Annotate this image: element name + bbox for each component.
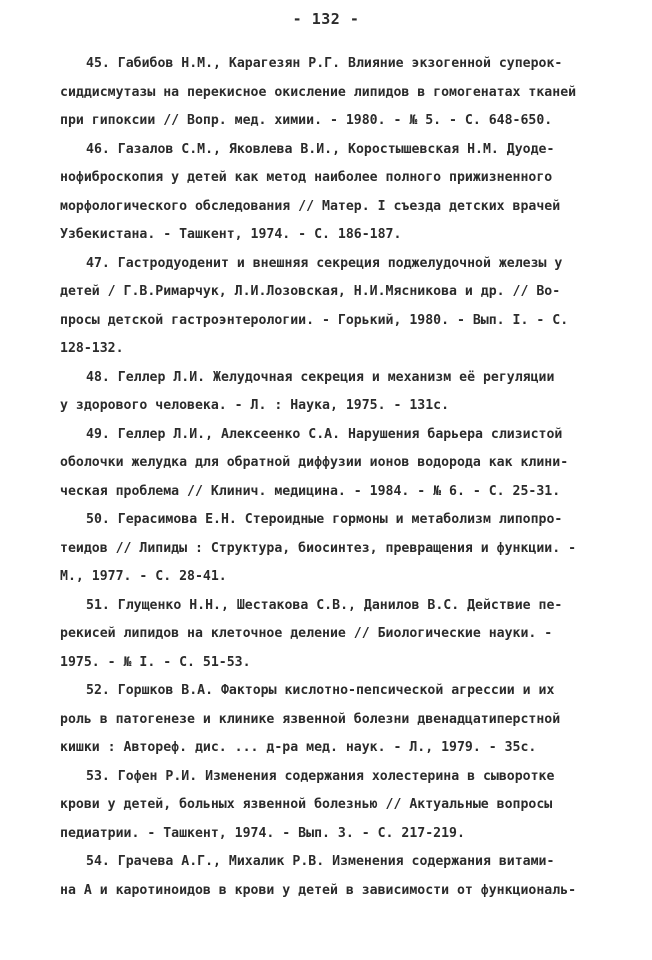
reference-line: М., 1977. - С. 28-41. — [60, 569, 227, 584]
reference-line: просы детской гастроэнтерологии. - Горький, 1980. - Вып. I. - С. — [60, 312, 569, 328]
reference-line: морфологического обследования // Матер. I съезда детских врачей — [60, 198, 561, 214]
reference-entry — [60, 421, 620, 507]
reference-line: 51. Глущенко Н.Н., Шестакова С.В., Данилов В.С. Действие пе- — [86, 597, 563, 613]
reference-line: при гипоксии // Вопр. мед. химии. - 1980. - № 5. - С. 648-650. — [60, 113, 553, 128]
reference-line: кишки : Автореф. дис. ... д-ра мед. наук. - Л., 1979. - 35с. — [60, 740, 537, 755]
reference-line: на А и каротиноидов в крови у детей в зависимости от функциональ- — [60, 882, 577, 898]
reference-line: 1975. - № I. - С. 51-53. — [60, 654, 251, 670]
reference-line: Узбекистана. - Ташкент, 1974. - С. 186-187. — [60, 227, 402, 242]
reference-line: 48. Геллер Л.И. Желудочная секреция и механизм её регуляции — [86, 369, 555, 385]
reference-entry — [60, 677, 620, 763]
reference-line: 45. Габибов Н.М., Карагезян Р.Г. Влияние экзогенной суперок- — [86, 56, 563, 71]
reference-entry — [60, 592, 620, 678]
reference-line: 50. Герасимова Е.Н. Стероидные гормоны и метаболизм липопро- — [86, 512, 563, 527]
reference-entry — [60, 50, 620, 136]
reference-line: 54. Грачева А.Г., Михалик Р.В. Изменения содержания витами- — [86, 854, 555, 869]
reference-line: 49. Геллер Л.И., Алексеенко С.А. Нарушения барьера слизистой — [86, 426, 563, 442]
reference-line: педиатрии. - Ташкент, 1974. - Вып. 3. - С. 217-219. — [60, 825, 465, 841]
reference-entry — [60, 364, 620, 421]
reference-line: 52. Горшков В.А. Факторы кислотно-пепсической агрессии и их — [86, 683, 555, 698]
reference-line: 53. Гофен Р.И. Изменения содержания холестерина в сыворотке — [86, 768, 555, 784]
reference-line: крови у детей, больных язвенной болезнью // Актуальные вопросы — [60, 797, 553, 812]
reference-entry — [60, 506, 620, 592]
reference-line: у здорового человека. - Л. : Наука, 1975. - 131с. — [60, 398, 450, 413]
reference-entry — [60, 250, 620, 364]
page-number: - 132 - — [292, 10, 360, 28]
reference-line: 128-132. — [60, 341, 124, 356]
reference-entry — [60, 763, 620, 849]
reference-line: оболочки желудка для обратной диффузии ионов водорода как клини- — [60, 455, 569, 470]
reference-entry — [60, 848, 620, 905]
reference-line: теидов // Липиды : Структура, биосинтез, превращения и функции. - — [60, 540, 577, 556]
reference-line: 46. Газалов С.М., Яковлева В.И., Коростышевская Н.М. Дуоде- — [86, 141, 555, 157]
reference-line: 47. Гастродуоденит и внешняя секреция поджелудочной железы у — [86, 255, 563, 271]
reference-line: ческая проблема // Клинич. медицина. - 1984. - № 6. - С. 25-31. — [60, 483, 561, 499]
reference-line: нофиброскопия у детей как метод наиболее полного прижизненного — [60, 170, 553, 185]
reference-line: сиддисмутазы на перекисное окисление липидов в гомогенатах тканей — [60, 84, 577, 100]
reference-entry — [60, 136, 620, 250]
reference-list — [60, 50, 620, 905]
reference-line: роль в патогенезе и клинике язвенной болезни двенадцатиперстной — [60, 711, 561, 727]
reference-line: рекисей липидов на клеточное деление // Биологические науки. - — [60, 626, 553, 641]
reference-line: детей / Г.В.Римарчук, Л.И.Лозовская, Н.И.Мясникова и др. // Во- — [60, 284, 561, 299]
